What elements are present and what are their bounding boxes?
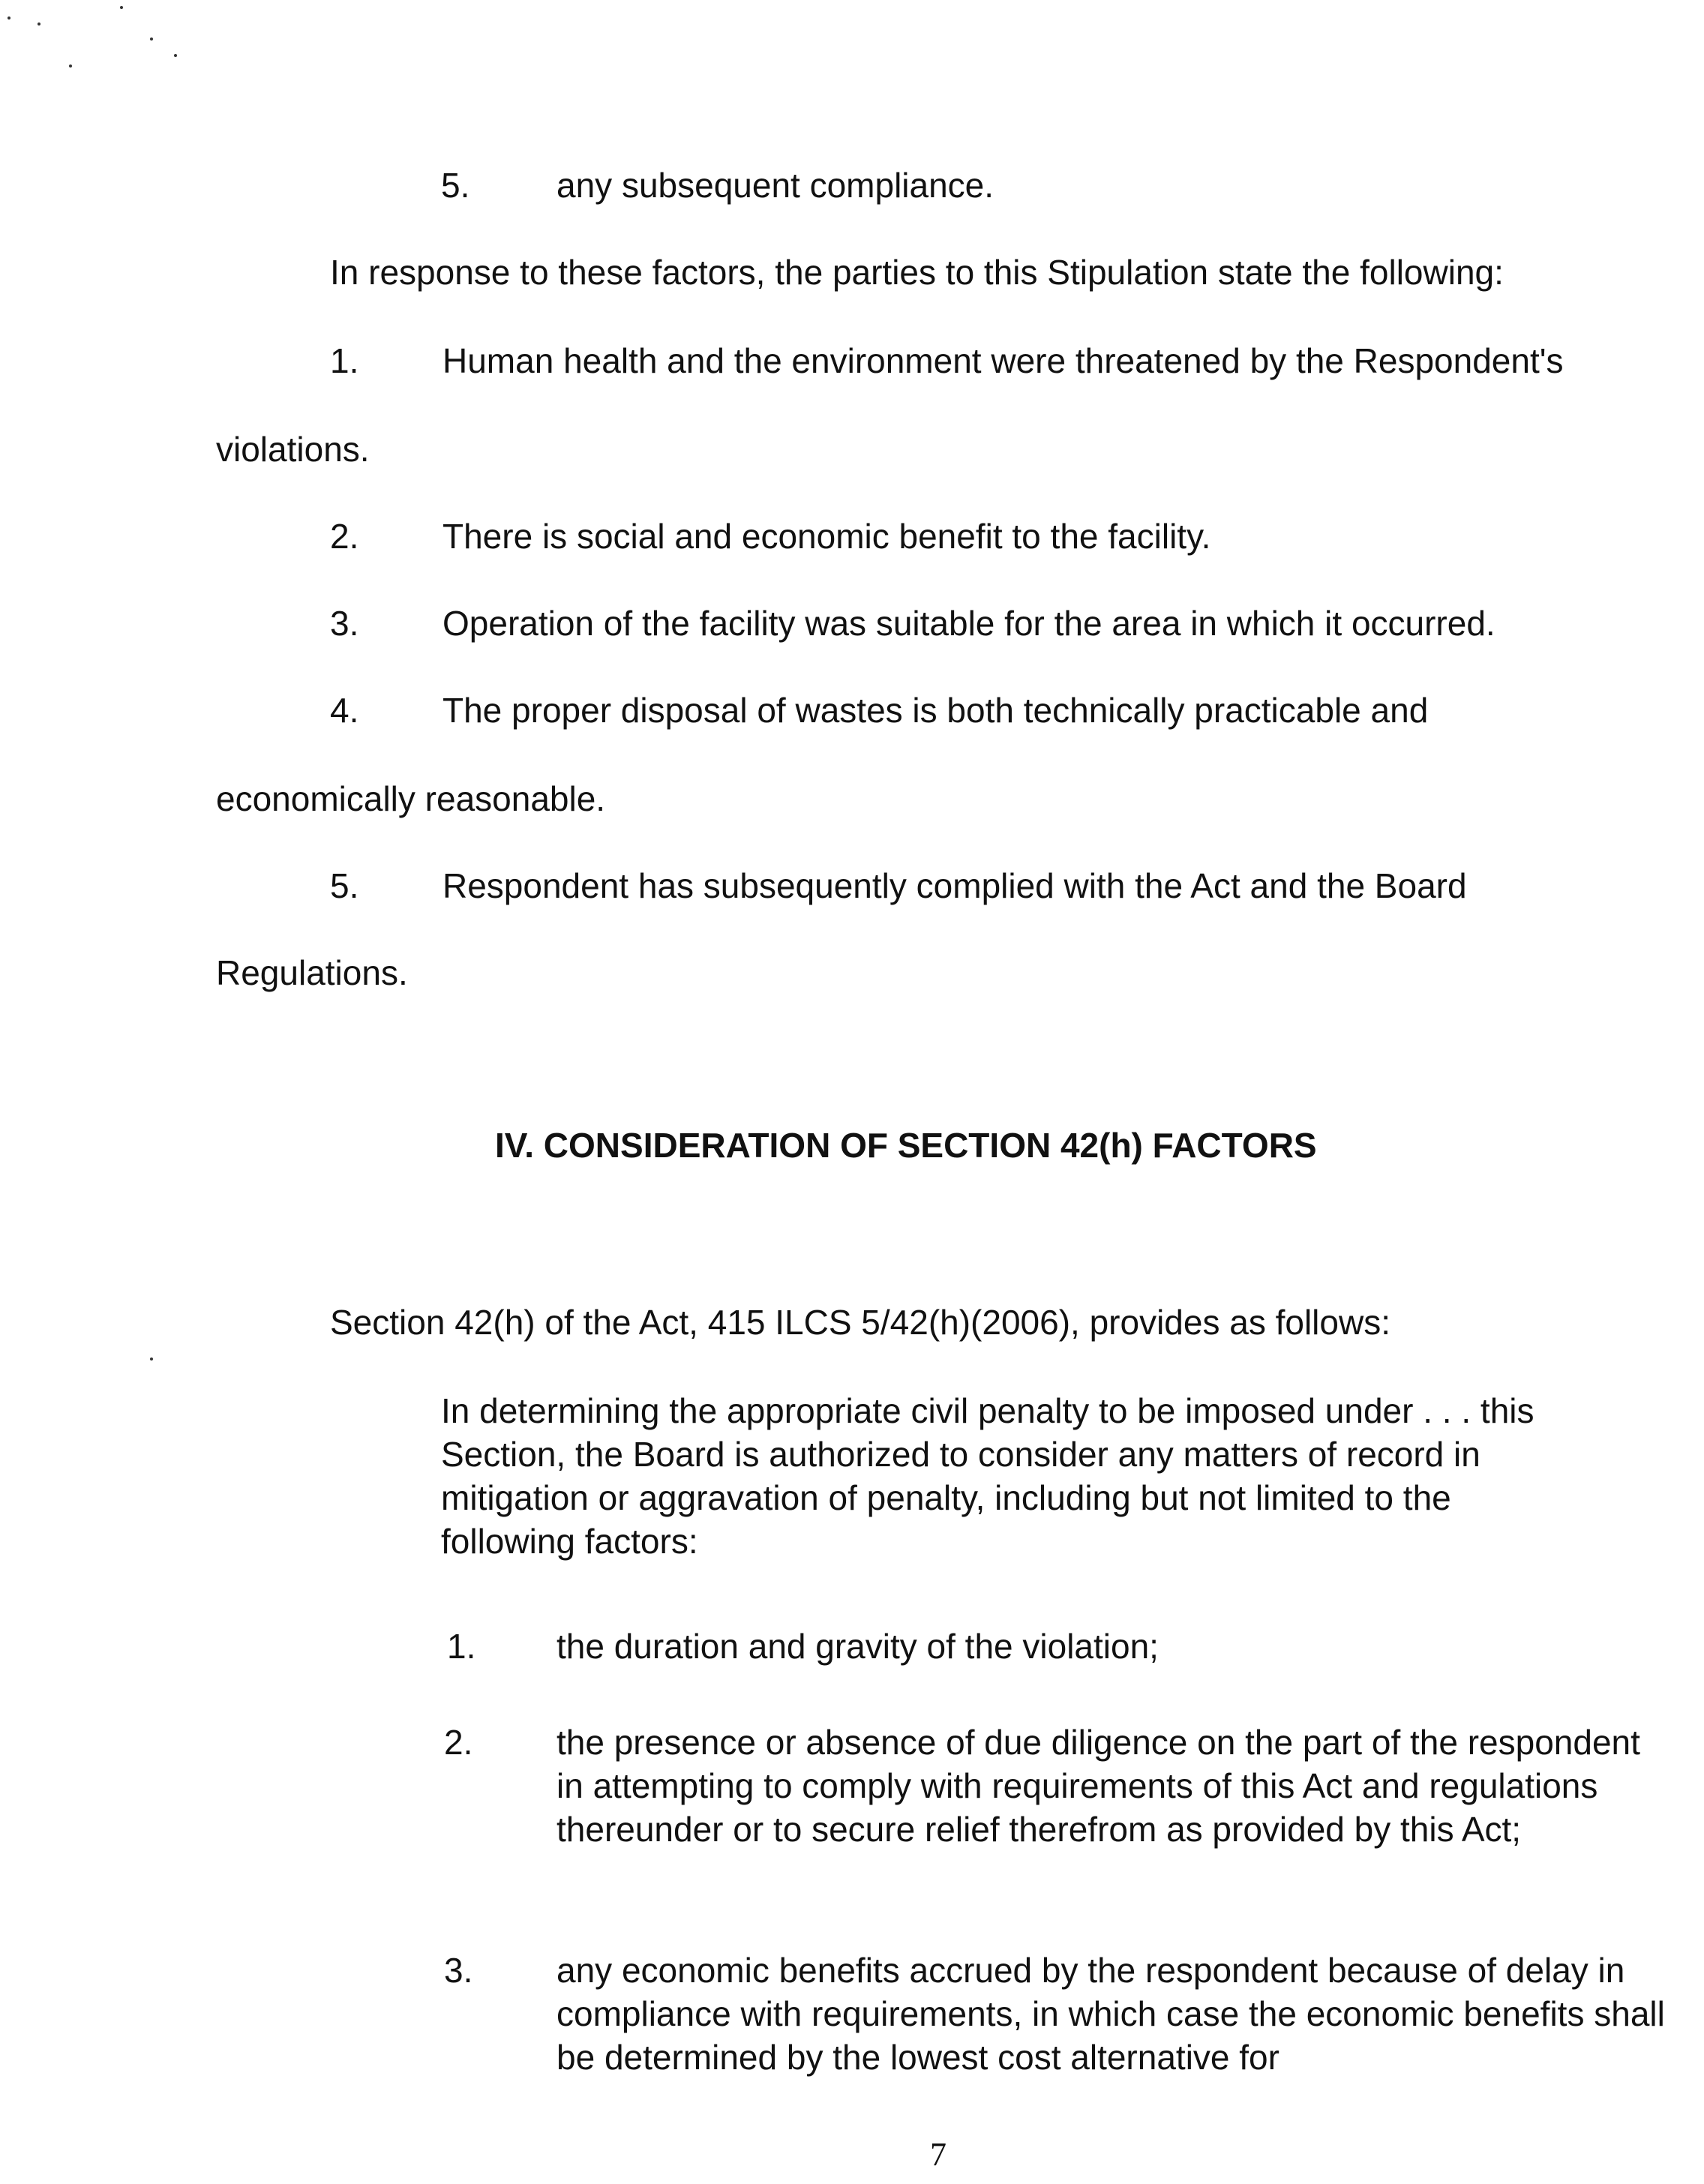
response-number: 4. (330, 691, 359, 730)
factor-number: 2. (444, 1723, 473, 1762)
scan-speck (120, 6, 123, 9)
factor-text: any economic benefits accrued by the respondent because of delay in compliance with requirements, in which case the economic benefits shall be determined by the lowest cost alternative for (556, 1951, 1665, 2077)
scan-speck (150, 1358, 153, 1360)
response-text: Operation of the facility was suitable for the area in which it occurred. (442, 604, 1496, 643)
response-text-continued: violations. (216, 430, 370, 469)
factor-number: 3. (444, 1951, 473, 1990)
response-number: 2. (330, 517, 359, 556)
response-number: 3. (330, 604, 359, 643)
response-text: There is social and economic benefit to the facility. (442, 517, 1211, 556)
section-heading: IV. CONSIDERATION OF SECTION 42(h) FACTORS (495, 1126, 1317, 1165)
factor-text: the presence or absence of due diligence on the part of the respondent in attempting to comply with requirements of this Act and regulations thereunder or to secure relief therefrom as provided by this Act; (556, 1723, 1640, 1849)
response-text-continued: economically reasonable. (216, 779, 606, 818)
response-text-continued: Regulations. (216, 953, 408, 992)
scan-speck (174, 54, 177, 57)
scan-speck (69, 64, 72, 68)
scan-speck (8, 16, 10, 20)
factor-text: the duration and gravity of the violation; (556, 1627, 1159, 1666)
response-number: 1. (330, 341, 359, 380)
section-intro: Section 42(h) of the Act, 415 ILCS 5/42(h)(2006), provides as follows: (330, 1303, 1390, 1342)
response-text: Respondent has subsequently complied with the Act and the Board (442, 866, 1467, 905)
top-item-number: 5. (441, 166, 470, 205)
quote-lead: In determining the appropriate civil penalty to be imposed under . . . this Section, the Board is authorized to consider any matters of record in mitigation or aggravation of penalty, including but not limited to the following factors: (441, 1391, 1534, 1561)
response-text: Human health and the environment were threatened by the Respondent's (442, 341, 1564, 380)
response-text: The proper disposal of wastes is both technically practicable and (442, 691, 1429, 730)
page-number: 7 (930, 2136, 946, 2173)
intro-sentence: In response to these factors, the parties to this Stipulation state the following: (330, 253, 1504, 292)
scan-speck (150, 38, 153, 40)
response-number: 5. (330, 866, 359, 905)
factor-number: 1. (447, 1627, 476, 1666)
top-item-text: any subsequent compliance. (556, 166, 994, 205)
scan-speck (38, 22, 40, 26)
